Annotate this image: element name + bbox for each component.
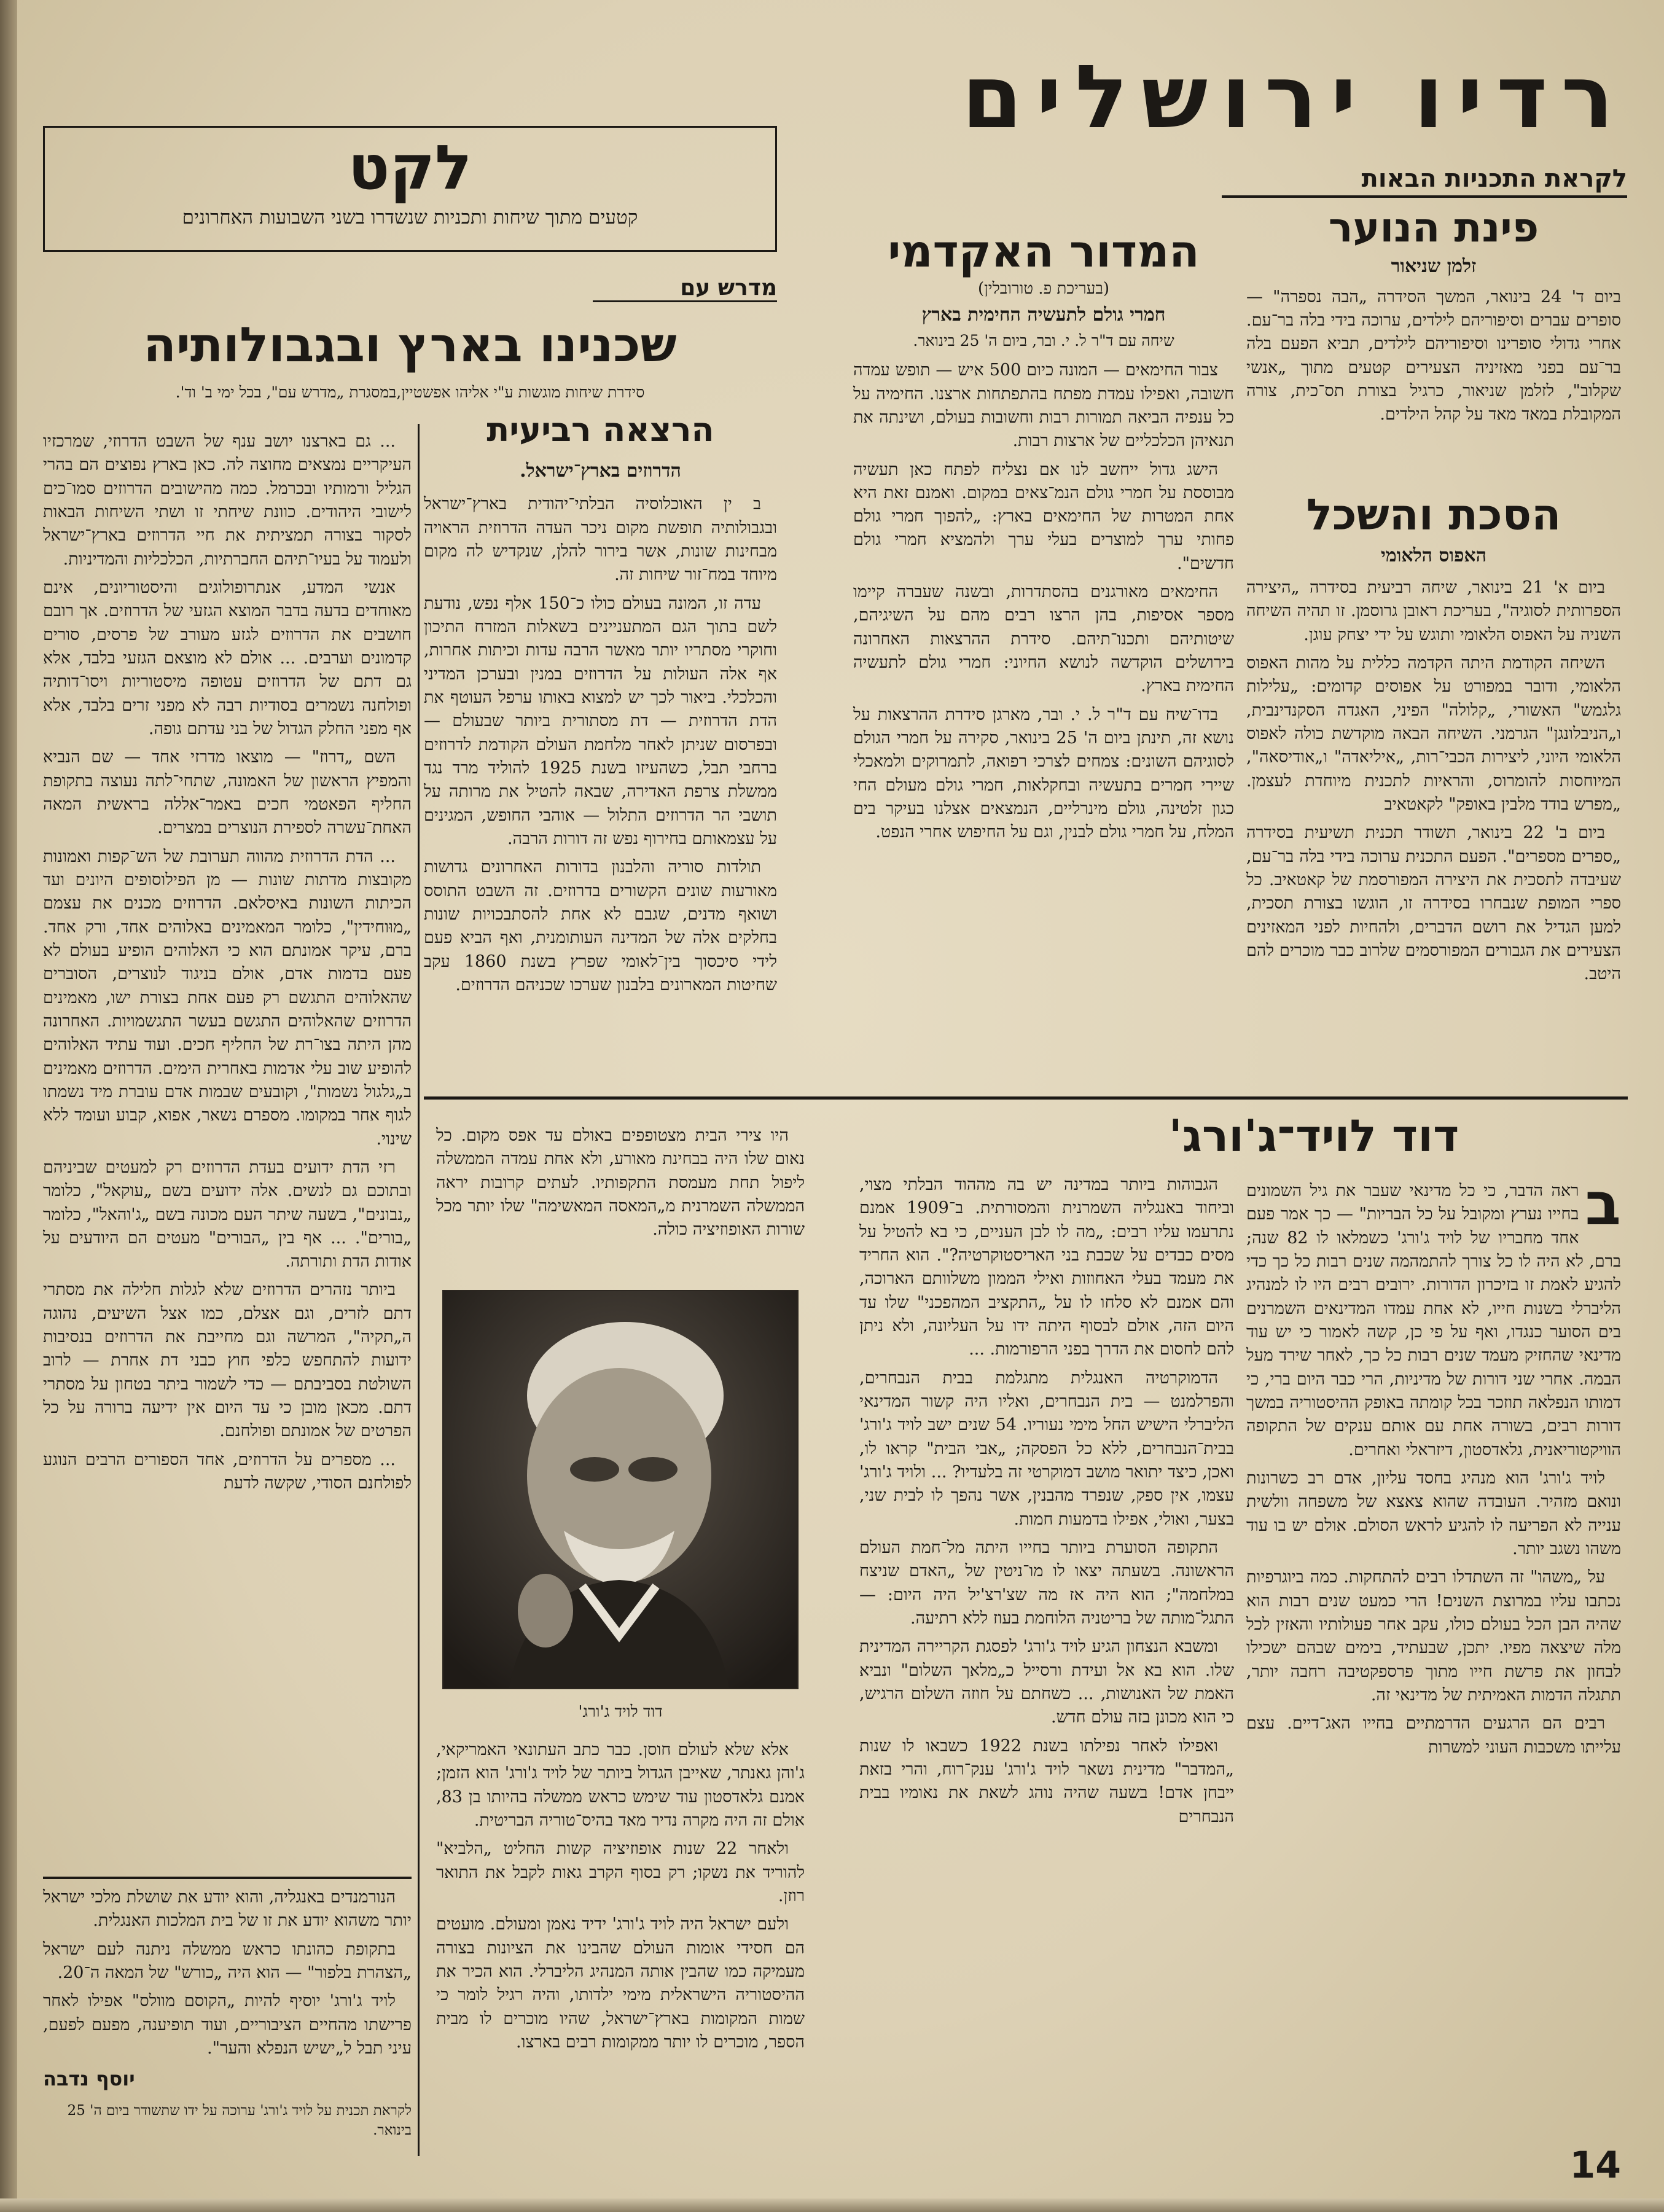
article-footnote: לקראת תכנית על לויד ג'ורג' ערוכה על ידו שתשודר ביום ה' 25 בינואר. xyxy=(67,2103,412,2139)
midrash-paragraph: ב ין האוכלוסיה הבלתי־יהודית בארץ־ישראל ובגבולותיה תופשת מקום ניכר העדה הדרוזית הראויה מבחינות שונות, אשר בירור להלן, שנקדיש לה מקום מיוחד במח־זור שיחות זה. xyxy=(424,494,777,585)
youth-author: זלמן שניאור xyxy=(1391,255,1477,277)
lloyd-paragraph: לויד ג'ורג' יוסיף להיות „הקוסם מוולס" אפילו לאחר פרישתו מהחיים הציבוריים, ועוד תופיענה, מפעם לפעם, עיני תבל ל„ישיש הנפלא והער". xyxy=(43,1991,412,2058)
midrash-paragraph: ... הדת הדרוזית מהווה תערובת של הש־קפות ואמונות מקובצות מדתות שונות — מן הפילוסופים היונים ועד הכיתות השונות באיסלאם. הדרוזים מכנים את עצמם „מוּוחידין", כלומר המאמינים באלוהים אחד, ורק אחד. ברם, עיקר אמונתם הוא כי האלוהים הופיע בעולם לא פעם בדמות אדם, אולם בניגוד לנוצרים, הסוברים שהאלוהים התגשם רק פעם אחת בצורת ישו, מאמינים הדרוזים שהאלוהים התגשם בעשר התגשמויות. האחרונה מהן היתה בצו־רת של החליף חכים. ועוד עתיד האלוהים להופיע שוב עלי אדמות באחרית הימים. הדרוזים מאמינים ב„גלגול נשמות", וקובעים שבמות אדם עוברת מיד נשמתו לגוף אחר במקומו. מספרם נשאר, אפוא, קבוע ועומד ללא שינוי. xyxy=(43,846,412,1149)
midrash-label: מדרש עם xyxy=(593,275,777,302)
academic-editor: (בעריכת פ. טורובלין) xyxy=(977,279,1110,299)
midrash-paragraph: רזי הדת ידועים בעדת הדרוזים רק למעטים שביניהם ובתוכם גם לנשים. אלה ידועים בשם „עוקאל", כלומר „נבונים", בשעה שיתר העם מכונה בשם „ג'והאל", כלומר „בורים". ... אף בין „הבורים" מעטים הם היודעים על אודות הדת ותורתה. xyxy=(43,1157,412,1272)
lloyd-paragraph: ראה הדבר, כי כל מדינאי שעבר את גיל השמונים בחייו נערץ ומקובל על כל הבריות" — כך אמר פעם אחד מחבריו של לויד ג'ורג' כשמלאו לו 82 שנה; ברם, לא היה לו כל צורך להתמהמה שנים רבות כל כך כדי להגיע לאמת זו בזיכרון הדורות. ירובים רבים היו לו למנהיג הליברלי בשנות חייו, לא אחת עמדו המדינאים השמרנים בים הסוער כנגדו, ואף על פי כן, קשה לאמור כי יש עוד מדינאי שהחזיק מעמד שנים רבות כל כך, לאחר שירד מעל הבמה. אחרי שני דורות של מדיניות, הרי כבר היום ברי, כי דמותו הנפלאה תוזכר בכל קומתה באופק ההיסטוריה במשך דורות רבים, בשורה אחת עם אותם ענקים של התקופה הוויקטוריאנית, גלאדסטון, דיזראלי ואחרים. xyxy=(1246,1181,1621,1460)
midrash-heading: שכנינו בארץ ובגבולותיה xyxy=(143,318,677,373)
lloyd-paragraph: ומשבא הנצחון הגיע לויד ג'ורג' לפסגת הקריירה המדינית שלו. הוא בא אל ועידת ורסייל כ„מלאך השלום" ונביא האמת של האנושות, ... כשחתם על חוזה השלום הרגיש, כי הוא מכונן בזה עולם חדש. xyxy=(859,1637,1234,1727)
lloyd-paragraph: ולאחר 22 שנות אופוזיציה קשות החליט „הלביא" להוריד את נשקו; רק בסוף הקרב גאות לקבל את התואר רוזן. xyxy=(436,1839,805,1905)
lloyd-paragraph: בתקופת כהונתו כראש ממשלה ניתנה לעם ישראל „הצהרת בלפור" — הוא היה „כורש" של המאה ה־20. xyxy=(43,1939,412,1982)
midrash-column-b xyxy=(43,430,412,1874)
midrash-paragraph: ... מספרים על הדרוזים, אחד הספורים הרבים הנוגע לפולחנם הסודי, שקשה לדעת xyxy=(43,1450,412,1493)
midrash-header xyxy=(43,275,777,402)
midrash-series-note: סידרת שיחות מוגשות ע"י אליהו אפשטיין,במסגרת „מדרש עם", בכל ימי ב' וד'. xyxy=(175,383,645,401)
midrash-paragraph: אנשי המדע, אנתרופולוגים והיסטוריונים, אינם מאוחדים בדעה בדבר המוצא הגזעי של הדרוזים. אך רובם חושבים את הדרוזים לגזע מעורב של פרסים, סורים קדמונים וערבים. ... אולם לא מוצאם הגזעי בלבד, אלא גם דתם של הדרוזים עטופה מיסטוריות ויסו־דותיה ופולחנה נשמרים בסודיות רבה לא מפני זרים בלבד, אלא אף מפני החלק הגדול של בני עדתם גופה. xyxy=(43,577,412,738)
section-rule xyxy=(43,1877,412,1879)
lloyd-paragraph: ואפילו לאחר נפילתו בשנת 1922 כשבאו לו שנות „המדבר" מדינית נשאר לויד ג'ורג' ענק־רוח, והרי בזאת ייבחן אדם! בשעה שהיה נוהג לשאת את נאומיו בבית הנבחרים xyxy=(859,1736,1234,1826)
lloyd-paragraph: הגבוהות ביותר במדינה יש בה מההוד הבלתי מצוי, וביחוד באנגליה השמרנית והמסורתית. ב־1909 אמנם נתרעמו עליו רבים: „מה לו לבן העניים, כי בא להטיל על מסים כבדים על שכבת בני האריסטוקרטיה?". הוא החריד את מעמד בעלי האחוזות ואילי הממון משלוותם הארוכה, והם אמנם לא סלחו לו על „התקציב המהפכני" שלו עד היום הזה, אולם לבסוף היתה ידו על העליונה, ולא ניתן להם לחסום את הדרך בפני הרפורמות. ... xyxy=(859,1175,1234,1359)
lloyd-column-e-bottom xyxy=(436,1738,805,2107)
portrait-caption: דוד לויד ג'ורג' xyxy=(578,1703,663,1721)
lloyd-george-portrait xyxy=(442,1290,799,1689)
lloyd-column-e-top xyxy=(436,1124,805,1259)
lloyd-column-d xyxy=(859,1173,1234,2101)
lloyd-paragraph: לויד ג'ורג' הוא מנהיג בחסד עליון, אדם רב כשרונות ונואם מזהיר. העובדה שהוא צאצא של משפחה וולשית ענייה לא הפריעה לו להגיע לראש הסולם. אולם יש בו עוד משהו נשגב יותר. xyxy=(1246,1468,1621,1558)
academic-paragraph: החימאים מאורגנים בהסתדרות, ובשנה שעברה קיימו מספר אסיפות, בהן הרצו רבים מהם על השיגיהם, שיטותיהם ותכנו־תיהם. סידרת ההרצאות האחרונה בירושלים הוקדשה לנושא החיוני: חמרי גולם לתעשיה החימית בארץ. xyxy=(853,582,1234,696)
page-bottom-edge xyxy=(0,2198,1664,2212)
lekket-subtitle: קטעים מתוך שיחות ותכניות שנשדרו בשני השבועות האחרונים xyxy=(182,206,638,229)
academic-paragraph: צבור החימאים — המונה כיום 500 איש — תופש עמדה חשובה, ואפילו עמדת מפתח בהתפתחות ארצנו. החימיה על כל ענפיה הביאה תמורות רבות וחשובות בעולם, ושינתה את תנאיהן הכלכליים של ארצות רבות. xyxy=(853,361,1234,451)
lloyd-paragraph: הדמוקרטיה האנגלית מתגלמת בבית הנבחרים, והפרלמנט — בית הנבחרים, ואליו היה קשור המדינאי הליברלי הישיש החל מימי נעוריו. 54 שנים ישב לויד ג'ורג' בבית־הנבחרים, ללא כל הפסקה; „אבי הבית" קראו לו, ואכן, כיצד יתואר מושב דמוקרטי זה בלעדיו? ... ולויד ג'ורג' עצמו, אין ספק, שנפרד מהבנין, אשר נהפך לו לבית שני, בצער, ואולי, אפילו בדמעות חמות. xyxy=(859,1368,1234,1529)
lecture-subheading: הדרוזים בארץ־ישראל. xyxy=(520,460,681,482)
reason-article xyxy=(1246,491,1621,991)
reason-paragraph: השיחה הקודמת היתה הקדמה כללית על מהות האפוס הלאומי, ודובר במפורט על אפוסים קדומים: „עלילות גלגמש" האשורי, „קלולה" הפיני, האגדה הסקנדינבית, ו„הניבלונגן" הגרמני. השיחה הבאה מוקדשת כולה לאפוס הלאומי היוני, ליצירות הכבי־רות, „איליאדה" ו„אודיסאה", המיוחסות להומרוס, והראיות לתכנית מיוחדת לעצמן. „מפרש בודד מלבין באופק" לקאטאיב xyxy=(1246,653,1621,814)
lloyd-continuation xyxy=(43,1886,412,2065)
drop-cap: ב xyxy=(1585,1179,1621,1238)
lekket-box xyxy=(43,126,777,252)
article-signature: יוסף נדבה xyxy=(43,2067,135,2090)
column-rule xyxy=(418,424,420,2156)
lloyd-paragraph: התקופה הסוערת ביותר בחייו היתה מל־חמת העולם הראשונה. בשעתה יצאו לו מו־ניטין של „האדם שניצח במלחמה"; הוא היה אז מה שצ'רצ'יל היה היום: — התגל־מותה של בריטניה הלוחמת בעוז ללא רתיעה. xyxy=(859,1538,1234,1628)
page-number: 14 xyxy=(1569,2144,1621,2187)
academic-paragraph: בדו־שיח עם ד"ר ל. י. ובר, מארגן סידרת ההרצאות על נושא זה, תינתן ביום ה' 25 בינואר, סקירה על חמרי הגולם לסוגיהם השונים: צמחים לצרכי רפואה, לתמרוקים ולמאכלי שיירי חמרים בתעשיה ובחקלאות, חמרי גולם מעולם החי כגון זלטינה, גולם מינרליים, הנמצאים אצלנו בעיקר בים המלח, על חמרי גולם לבנין, וגם על החיפוש אחרי הנפט. xyxy=(853,705,1234,842)
academic-subheading: חמרי גולם לתעשיה החימית בארץ xyxy=(921,304,1166,326)
youth-heading: פינת הנוער xyxy=(1328,204,1539,251)
lloyd-paragraph: על „משהו" זה השתדלו רבים להתחקות. כמה ביוגרפיות נכתבו עליו במרוצת השנים! הרי כמעט שנים רבות הוא שהיה הבן הכל בעולם כולו, עקב אחר פעולותיו והאזין לכל מלה שיצאה מפיו. יתכן, שבעתיד, בימים שבהם ישכילו לבחון את פרשת חייו מתוך פרספקטיבה רחבה יותר, תתגלה הדמות האמיתית של מדינאי זה. xyxy=(1246,1568,1621,1705)
lloyd-paragraph: אלא שלא לעולם חוסן. כבר כתב העתונאי האמריקאי, ג'והן גאנתר, שאייבן הגדול ביותר של לויד ג'ורג' הוא הזמן; אמנם גלאדסטון עוד שימש כראש ממשלה בהיותו בן 83, אולם זה היה מקרה נדיר מאד בהיס־טוריה הבריטית. xyxy=(436,1740,805,1830)
lekket-title: לקט xyxy=(348,131,472,203)
academic-article xyxy=(853,227,1234,850)
binding-shadow xyxy=(0,0,17,2212)
midrash-paragraph: תולדות סוריה והלבנון בדורות האחרונים גדושות מאורעות שונים הקשורים בדרוזים. זה השבט התוסס ושואף מדנים, שגבם לא אחת להסתבכויות שונות בחלקים אלה של המדינה העותומנית, ואף הביא פעם לידי סיכסוך בין־לאומי שפרץ בשנת 1860 עקב שחיטות המארונים בלבנון שערכו שכניהם הדרוזים. xyxy=(424,858,777,995)
lloyd-column-c xyxy=(1246,1179,1621,2101)
midrash-paragraph: ביותר נזהרים הדרוזים שלא לגלות חלילה את מסתרי דתם לזרים, וגם אצלם, כמו אצל השיעים, נהוגה ה„תקיה", המרשה וגם מחייבת את הדרוזים בנסיבות ידועות להתחפש כלפי חוץ כבני דת אחרת — לרוב השולטת בסביבתם — כדי לשמור ביתר בטחון על מסתרי דתם. מכאן מובן כי עד היום אין ידיעה ברורה על כל הפרטים של אמונתם ופולחנם. xyxy=(43,1280,412,1441)
section-rule xyxy=(424,1096,1628,1100)
academic-paragraph: הישג גדול ייחשב לנו אם נצליח לפתח כאן תעשיה מבוססת על חמרי גולם הנמ־צאים במקום. ואמנם זאת היא אחת המטרות של החימאים בארץ: „להפוך חמרי גולם פחותי ערך למוצרים בעלי ערך ולהמציא חמרי גולם חדשים". xyxy=(853,459,1234,573)
masthead-title: רדיו ירושלים xyxy=(961,47,1627,148)
youth-corner-article xyxy=(1246,206,1621,427)
lloyd-paragraph: הנורמנדים באנגליה, והוא יודע את שושלת מלכי ישראל יותר משהוא יודע את זו של בית המלכות האנגלית. xyxy=(43,1888,412,1931)
academic-dateline: שיחה עם ד"ר ל. י. ובר, ביום ה' 25 בינואר. xyxy=(913,332,1174,350)
midrash-paragraph: השם „דרוז" — מוצאו מדרזי אחד — שם הנביא והמפיץ הראשון של האמונה, שתחי־לתה נעוצה בתקופת החליף הפאטמי חכים באמר־אללה בראשית המאה האחת־עשרה לספירת הנוצרים במצרים. xyxy=(43,748,412,838)
academic-heading: המדור האקדמי xyxy=(888,225,1200,277)
reason-subheading: האפוס הלאומי xyxy=(1381,545,1486,566)
lecture-heading: הרצאה רביעית xyxy=(486,410,714,449)
lloyd-paragraph: רבים הם הרגעים הדרמתיים בחייו האג־דיים. עצם עלייתו משכבות העוני למשרות xyxy=(1246,1714,1621,1757)
midrash-paragraph: עדה זו, המונה בעולם כולו כ־150 אלף נפש, נודעת לשם בתוך הגם המתעניינים בשאלות המזרח התיכון וחוקרי מסתריו יותר מאשר הרבה עדות וכיתות אחרות, אף אלה העולות על הדרוזים במנין ובערכן המדיני והכלכלי. ביאור לכך יש למצוא באותו ערפל העוטף את הדת הדרוזית — דת מסתורית ביותר שבעולם — ובפרסום שניתן לאחר מלחמת העולם הקודמת לדרוזים ברחבי תבל, כשהעיזו בשנת 1925 להוליד מרד נגד ממשלת צרפת האדירה, שבאה להטיל את מרותה על תושבי הר הדרוזים התלול — אוהבי החופש, המגינים על עצמאותם בחירוף נפש זה דורות הרבה. xyxy=(424,593,777,848)
portrait-photo xyxy=(442,1291,797,1689)
reason-heading: הסכת והשכל xyxy=(1306,490,1561,540)
midrash-column-a xyxy=(424,412,777,1002)
midrash-paragraph: ... גם בארצנו יושב ענף של השבט הדרוזי, שמרכזיו העיקריים נמצאים מחוצה לה. כאן בארץ נפוצים הם בהרי הגליל ורמותיו ובכרמל. כמה מהישובים הדרוזים סמו־כים לישובי היהודים. כוונת שיחתי זו ושתי השיחות הבאות לסקור בצורה תמציתית את חיי הדרוזים בארץ־ישראל ולעמוד על בעיו־תיהם החברתיות, הכלכליות והמדיניות. xyxy=(43,432,412,569)
reason-paragraph: ביום א' 21 בינואר, שיחה רביעית בסידרה „היצירה הספרותית לסוגיה", בעריכת ראובן גרוסמן. זו תהיה השיחה השניה על האפוס הלאומי ותוגש על ידי יצחק עוגן. xyxy=(1246,578,1621,644)
lloyd-heading: דוד לויד־ג'ורג' xyxy=(1168,1110,1459,1162)
reason-paragraph: ביום ב' 22 בינואר, תשודר תכנית תשיעית בסידרה „ספרים מספרים". הפעם התכנית ערוכה בידי בלה בר־עם, שעיבדה לתסכית את היצירה המפורסמת של קאטאיב. כל ספרי המופת שנבחרו בסידרה זו, הוגשו בצורת תסכית, למען הגדיל את רושם הדברים, ולהחיות לפני המאזינים הצעירים את הגבורים המפורסמים שלרוב כבר מוכרים להם היטב. xyxy=(1246,823,1621,984)
masthead-kicker: לקראת התכניות הבאות xyxy=(1222,165,1627,198)
youth-text: ביום ד' 24 בינואר, המשך הסידרה „הבה נספרה" — סופרים עברים וסיפוריהם לילדים, ערוכה בידי בלה בר־עם. אחרי גדולי סופרינו וסיפוריהם לילדים, תביא הפעם בלה בר־עם בפני מאזיניה הצעירים קטעים מתוך „אנשי שקלוב", לזלמן שניאור, כרגיל בצורת תס־כית, צורה המקובלת במאד מאד על קהל הילדים. xyxy=(1246,287,1621,424)
lloyd-paragraph: ולעם ישראל היה לויד ג'ורג' ידיד נאמן ומעולם. מועטים הם חסידי אומות העולם שהבינו את הציונות בצורה מעמיקה כמו שהבין אותה המנהיג הליברלי. הוא הכיר את ההיסטוריה הישראלית מימי ילדותו, והיה רגיל לומר כי שמות המקומות בארץ־ישראל, שהיו מוכרים לו מבית הספר, מוכרים לו יותר ממקומות רבים בארצו. xyxy=(436,1915,805,2052)
lloyd-paragraph: היו צירי הבית מצטופפים באולם עד אפס מקום. כל נאום שלו היה בבחינת מאורע, ולא אחת עמדה הממשלה ליפול תחת מעמסת התקפותיו. לעתים קרובות יראה הממשלה השמרנית מ„המאסה המאשימה" שלו יותר מכל שורות האופוזיציה כולה. xyxy=(436,1126,805,1240)
